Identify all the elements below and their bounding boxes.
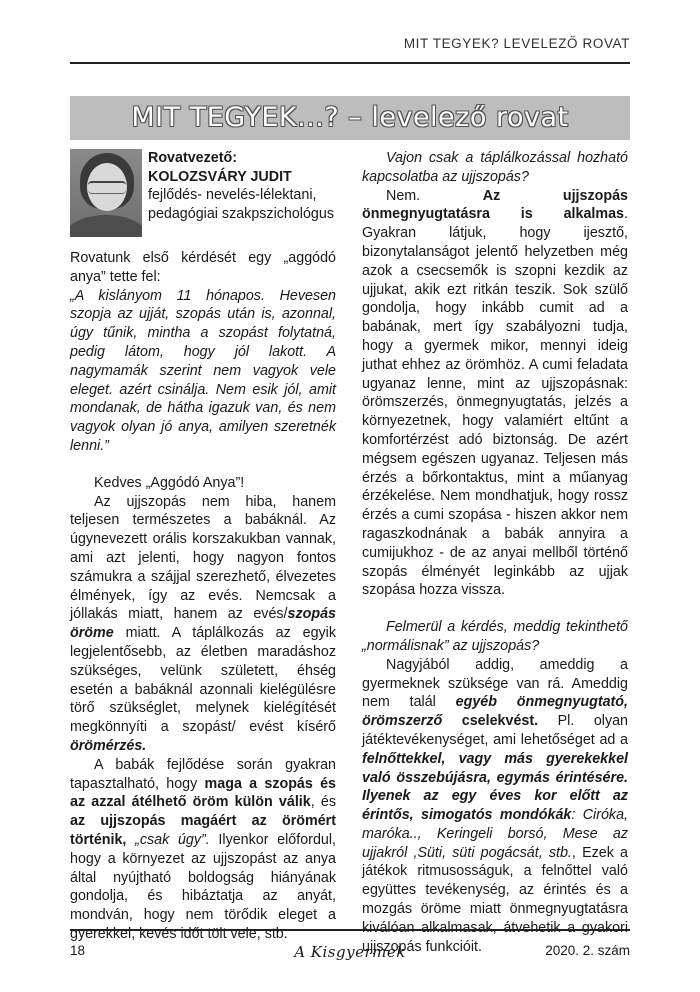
magazine-name: A Kisgyermek: [294, 943, 406, 961]
reader-letter: „A kislányom 11 hónapos. Hevesen szopja az ujját, szopás után is, azonnal, úgy tűnik, mintha a szopást folytatná, pedig látom, hogy jól lakott. A nagymamák szerint nem vagyok vele eleget. azért csinálja. Nem esik jól, amit mondanak, de hátha igazuk van, és nem vagyok olyan jó anya, amilyen szeretnék lenni.”: [70, 287, 336, 454]
question-1: Vajon csak a táplálkozással hozható kapcsolatba az ujjszopás?: [362, 150, 628, 185]
author-role: Rovatvezető:: [148, 150, 237, 166]
answer-2: Nagyjából addig, ameddig a gyermeknek szüksége van rá. Ameddig nem talál egyéb önmegnyugtató, örömszerző cselekvést. Pl. olyan játéktevékenységet, ami lehetőséget ad a felnőttekkel, vagy más gyerekekkel való összebújásra, egymás érintésére. Ilyenek az egy éves kor előtt az érintős, simogatós mondókák: Cirókа, marókа.., Keringeli borsó, Mese az ujjakról ,Süti, süti pogácsát, stb., Ezek a játékok ritmusosságuk, a felnőttel való együttes tevékenység, az érintés és a mozgás öröme miatt önmegnyugtatásra kiválóan alkalmasak, átvehetik a gyakori ujjszopás funkcióit.: [362, 656, 628, 955]
issue-number: 2020. 2. szám: [545, 943, 630, 958]
page-number: 18: [70, 943, 86, 958]
author-info: [148, 149, 336, 237]
answer-1: Nem. Az ujjszopás önmegnyugtatásra is alkalmas. Gyakran látjuk, hogy ijesztő, bizonytalanságot jelentő helyzetben még azok a csecsemők is szopni kezdik az ujjukat, akik ezt ritkán teszik. Sok szülő gondolja, hogy inkább cumit ad a babának, mert így szabályozni tudja, hogy a gyermek mikor, mennyi ideig juthat ehhez az örömhöz. A cumi feladata ugyanaz lenne, mint az ujjszopásnak: örömszerzés, önmegnyugtatás, jelzés a környezetnek, hogy valamiért eltűnt a komfortérzést adó biztonság. De azért mégsem egészen ugyanaz. Teljesen más érzés a bőrkontaktus, mint a műanyag érzékelése. Nem mondhatjuk, hogy rossz érzés a cumi szopása - hiszen akkor nem ragaszkodnának a babák annyira a cumijukhoz - de az anyai mellből történő szopás élményét leginkább az ujjak szopása hozza vissza.: [362, 187, 628, 599]
salutation: Kedves „Aggódó Anya”!: [94, 474, 245, 491]
paragraph-1: Az ujjszopás nem hiba, hanem teljesen természetes a babáknál. Az úgynevezett orális korszakukban vannak, ami azt jelenti, hogy nagyon fontos számukra a szájjal szerezhető, élvezetes élmények, így az evés. Nemcsak a jóllakás miatt, hanem az evés/szopás öröme miatt. A táplálkozás az egyik legjelentősebb, az életben maradáshoz szükséges, velünk született, éhség esetén a babáknál azonnali kielégülésre törő szükséglet, melynek kielégítését megkönnyíti a szopást/ evést kísérő örömérzés.: [70, 493, 336, 754]
author-title: fejlődés- nevelés-lélektani, pedagógiai szakpszichológus: [148, 187, 334, 222]
left-column: [70, 149, 336, 944]
author-box: [70, 149, 336, 237]
header-rule: [70, 62, 630, 64]
section-banner: MIT TEGYEK...? – levelező rovat: [70, 96, 630, 140]
footer-rule: [70, 929, 630, 931]
author-name: KOLOZSVÁRY JUDIT: [148, 168, 292, 185]
question-2: Felmerül a kérdés, meddig tekinthető „normálisnak” az ujjszopás?: [362, 619, 628, 654]
running-head: MIT TEGYEK? LEVELEZŐ ROVAT: [403, 36, 630, 51]
intro-text: Rovatunk első kérdését egy „aggódó anya” tette fel:: [70, 250, 336, 285]
paragraph-2: A babák fejlődése során gyakran tapasztalható, hogy maga a szopás és az azzal átélhető öröm külön válik, és az ujjszopás magáért az örömért történik, „csak úgy”. Ilyenkor előfordul, hogy a környezet az ujjszopást az anya által nyújtható boldogság hiányának gondolja, és hibáztatja az anyát, mondván, hogy nem törődik eleget a gyerekkel, kevés időt tölt vele, stb.: [70, 756, 337, 942]
author-photo: [70, 149, 142, 237]
right-column: [362, 149, 628, 956]
